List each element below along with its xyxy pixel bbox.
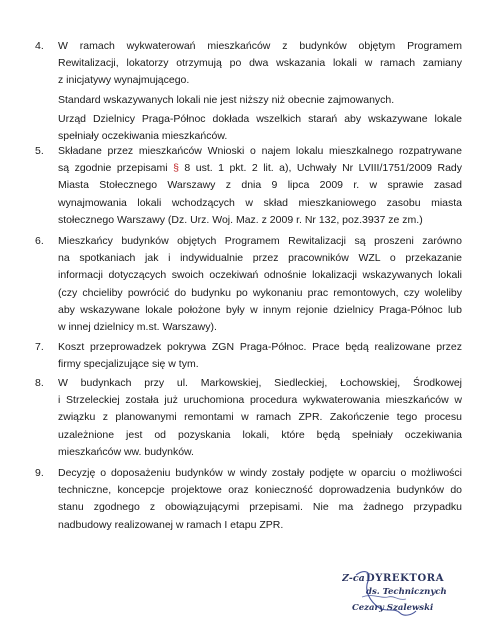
text-line: W ramach wykwaterowań mieszkańców z budynków objętym Programem — [58, 40, 462, 52]
text-line: wynajmowania lokali wchodzących w skład mieszkaniowego zasobu miasta — [58, 196, 462, 209]
list-item-5 — [35, 143, 462, 229]
item-number: 6. — [35, 235, 44, 247]
text-line: spełniały oczekiwania mieszkańców. — [58, 130, 228, 143]
text-line: Składane przez mieszkańców Wnioski o najem lokalu mieszkalnego rozpatrywane — [58, 145, 462, 157]
text-line: i Strzeleckiej została już uruchomiona procedura wykwaterowania mieszkańców w — [58, 394, 462, 407]
text-line: Mieszkańcy budynków objętych Programem Rewitalizacji są proszeni zarówno — [58, 235, 462, 247]
text-line: informacji dotyczących swoich oczekiwań odnośnie lokalizacji wskazywanych lokali — [58, 269, 462, 282]
text-line: techniczne, koncepcje projektowe oraz konieczność doprowadzenia budynków do — [58, 484, 462, 497]
item-number: 7. — [35, 341, 44, 353]
text-line: z inicjatywy wynajmującego. — [58, 74, 190, 87]
text-line: uzależnione jest od pozyskania lokali, które będą spełniały oczekiwania — [58, 428, 462, 441]
text-line: stanu zgodnego z obowiązującymi przepisami. Nie ma żadnego przypadku — [58, 501, 462, 514]
signature-stamp-image — [342, 567, 462, 625]
item-number: 8. — [35, 377, 44, 389]
list-item-9 — [35, 465, 462, 534]
text-line: W budynkach przy ul. Markowskiej, Siedleckiej, Łochowskiej, Środkowej — [58, 377, 462, 389]
list-item-4 — [35, 38, 462, 145]
svg-text:DYREKTORA: DYREKTORA — [366, 573, 445, 584]
svg-text:Cezary Szalewski: Cezary Szalewski — [352, 603, 434, 613]
text-line: Standard wskazywanych lokali nie jest niższy niż obecnie zajmowanych. — [58, 93, 395, 106]
text-line: Rewitalizacji, lokatorzy otrzymują po dwa wskazania lokali w ramach zamiany — [58, 57, 462, 70]
text-line: Decyzję o doposażeniu budynków w windy zostały podjęte w oparciu o możliwości — [58, 467, 462, 479]
svg-text:Z-ca: Z-ca — [342, 573, 365, 584]
item-number: 4. — [35, 40, 44, 52]
text-line: na spotkaniach jak i indywidualnie przez pracowników WZL o przekazanie — [58, 252, 462, 265]
text-line: Koszt przeprowadzek pokrywa ZGN Praga-Północ. Prace będą realizowane przez — [58, 341, 462, 353]
text-line: związku z planowanymi remontami w ramach ZPR. Zakończenie tego procesu — [58, 411, 462, 424]
list-item-8 — [35, 375, 462, 461]
text-line: aby wskazywane lokale położone były w innym rejonie dzielnicy Praga-Północ lub — [58, 303, 462, 316]
text-line: Miasta Stołecznego Warszawy z dnia 9 lipca 2009 r. w sprawie zasad — [58, 179, 462, 192]
item-number: 5. — [35, 145, 44, 157]
text-line: w innej dzielnicy m.st. Warszawy). — [58, 321, 217, 334]
text-line: mieszkańców ww. budynków. — [58, 445, 194, 458]
svg-text:ds. Technicznych: ds. Technicznych — [366, 587, 447, 597]
text-line: firmy specjalizujące się w tym. — [58, 358, 199, 371]
signature-stamp — [342, 567, 462, 625]
list-item-7 — [35, 339, 462, 373]
text-line: (czy chcieliby powrócić do budynku po wykonaniu prac remontowych, czy woleliby — [58, 286, 462, 299]
section-sign: § — [173, 162, 179, 175]
list-item-6 — [35, 233, 462, 336]
text-line: stołecznego Warszawy (Dz. Urz. Woj. Maz. z 2009 r. Nr 132, poz.3937 ze zm.) — [58, 213, 423, 226]
text-line: Urząd Dzielnicy Praga-Północ dokłada wszelkich starań aby wskazywane lokale — [58, 112, 462, 125]
item-number: 9. — [35, 467, 44, 479]
text-line: nadbudowy realizowanej w ramach I etapu ZPR. — [58, 518, 284, 531]
text-line: są zgodnie przepisami § 8 ust. 1 pkt. 2 lit. a), Uchwały Nr LVIII/1751/2009 Rady — [58, 162, 462, 175]
